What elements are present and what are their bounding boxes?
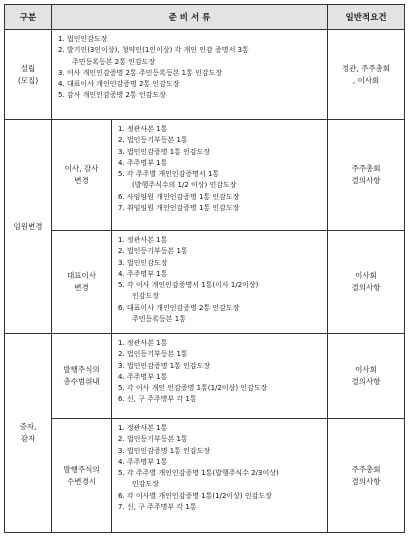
document-item-text: 2. 법인등기부등본 1통: [118, 435, 188, 444]
subcategory-line: 발행주식의: [63, 365, 100, 374]
category-line: (모집): [17, 75, 39, 85]
document-item-text: 3. 법인인감도장: [118, 258, 168, 267]
requirement-cell: [328, 231, 405, 334]
document-item-text: 4. 대표이사 개인인감증명 2통 인감도장: [58, 80, 180, 89]
category-cell: [5, 120, 52, 334]
document-item: [118, 338, 323, 349]
document-item-text: 7. 취임임원 개인인감증명 1통 인감도장: [118, 204, 240, 213]
document-item-text: 5. 각 주주별 개인인감증명서 1통: [118, 170, 220, 179]
subcategory-cell: [52, 334, 112, 419]
table-row: [5, 120, 405, 231]
document-item: [118, 434, 323, 445]
documents-cell: [112, 334, 328, 419]
document-item: [118, 158, 323, 169]
document-list: [118, 124, 323, 214]
document-item-text: 5. 각 이사 개인 인감증명 1통(1/2이상) 인감도장: [118, 384, 268, 393]
document-item: [118, 372, 323, 383]
subcategory-line: 대표이사: [67, 271, 96, 280]
document-item-text: 6. 각 이사별 개인인감증명 1통(1/2이상) 인감도장: [118, 491, 272, 500]
document-list: [58, 34, 323, 102]
requirement-cell: [328, 120, 405, 231]
document-item: [58, 68, 323, 79]
requirement-cell: [328, 419, 405, 533]
document-item: [118, 468, 323, 491]
document-item: [118, 246, 323, 257]
document-item-text: 6. 신, 구 주주명부 각 1통: [118, 395, 197, 404]
document-item: [118, 423, 323, 434]
document-item: [118, 446, 323, 457]
requirement-line: 이사회: [355, 271, 377, 280]
requirement-line: 주주총회: [351, 164, 381, 173]
documents-cell: [112, 231, 328, 334]
category-line: 임원변경: [13, 221, 43, 231]
document-item: [118, 203, 323, 214]
document-item-text: 3. 법인인감증명 1통 인감도장: [118, 147, 211, 156]
requirement-line: 결의사항: [351, 176, 381, 185]
table-row: [5, 419, 405, 533]
document-item-text: 4. 주주명부 1통: [118, 457, 168, 466]
document-item-continuation: 주민등록등본 1통: [132, 315, 187, 324]
header-requirements: 일반적요건: [328, 5, 405, 30]
document-item: [118, 258, 323, 269]
document-item-text: 5. 각 이사 개인인감증명서 1통(이사 1/2이상): [118, 281, 259, 290]
document-item: [118, 169, 323, 192]
subcategory-line: 변경: [74, 176, 89, 185]
requirement-line: 주주총회: [351, 464, 381, 474]
requirement-cell: [328, 30, 405, 120]
document-item: [118, 502, 323, 513]
document-item-continuation: (발행주식수의 1/2 이상) 인감도장: [132, 181, 237, 190]
subcategory-line: 수변경시: [67, 476, 96, 486]
document-item-text: 7. 신, 구 주주명부 각 1통: [118, 503, 197, 512]
document-item-text: 3. 법인인감증명 1통 인감도장: [118, 446, 211, 455]
document-item: [118, 135, 323, 146]
document-item-text: 5. 감사 개인인감증명 2통 인감도장: [58, 91, 166, 100]
document-item-text: 2. 법인등기부등본 1통: [118, 350, 188, 359]
header-row: [5, 5, 405, 30]
document-item-continuation: 인감도장: [132, 292, 160, 301]
document-item: [118, 457, 323, 468]
requirement-line: 결의사항: [351, 283, 381, 292]
document-item-text: 1. 정관사본 1통: [118, 236, 168, 244]
document-item: [58, 45, 323, 68]
document-item: [118, 361, 323, 372]
requirement-line: 이사회: [355, 365, 377, 374]
document-item-text: 4. 주주명부 1통: [118, 158, 168, 167]
documents-cell: [52, 30, 328, 120]
table-row: [5, 30, 405, 120]
document-item-text: 3. 이사 개인인감증명 2통 주민등록등본 1통 인감도장: [58, 68, 223, 77]
subcategory-line: 총수범위내: [63, 377, 100, 386]
table-body: [5, 30, 405, 533]
subcategory-line: 변경: [74, 283, 89, 292]
requirement-cell: [328, 334, 405, 419]
requirement-line: , 이사회: [352, 75, 380, 85]
document-item-text: 1. 정관사본 1통: [118, 339, 168, 347]
document-item: [118, 383, 323, 394]
subcategory-cell: [52, 120, 112, 231]
requirement-line: 결의사항: [351, 476, 381, 486]
subcategory-cell: [52, 231, 112, 334]
category-cell: [5, 334, 52, 533]
document-item-text: 1. 정관사본 1통: [118, 424, 168, 432]
document-item-text: 4. 주주명부 1통: [118, 269, 168, 278]
document-item-text: 4. 주주명부 1통: [118, 372, 168, 381]
documents-cell: [112, 419, 328, 533]
document-item: [118, 192, 323, 203]
document-item: [118, 394, 323, 405]
header-documents: 준 비 서 류: [52, 5, 328, 30]
subcategory-cell: [52, 419, 112, 533]
document-item: [118, 303, 323, 326]
document-item: [118, 124, 323, 135]
document-list: [118, 423, 323, 513]
document-item: [118, 491, 323, 502]
requirement-line: 결의사항: [351, 377, 381, 386]
subcategory-line: 이사, 감사: [64, 164, 99, 173]
document-item-continuation: 주민등록등본 2통 인감도장: [72, 57, 156, 66]
document-item-text: 2. 발기인(3인이상), 청약인(1인이상) 각 개인 인감 증명서 3통: [58, 46, 249, 55]
category-line: 설립: [20, 63, 36, 73]
category-cell: [5, 30, 52, 120]
category-line: 감자: [20, 434, 36, 443]
document-item: [118, 349, 323, 360]
document-list: [118, 235, 323, 325]
requirement-line: 정관, 주주총회: [341, 63, 391, 73]
document-item-text: 2. 법인등기부등본 1통: [118, 247, 188, 256]
document-item: [58, 34, 323, 45]
table-row: [5, 231, 405, 334]
document-item-text: 5. 각 주주별 개인인감증명 1통(발행주식수 2/3이상): [118, 469, 279, 478]
category-line: 증자,: [19, 422, 37, 431]
document-item: [58, 79, 323, 90]
subcategory-line: 발행주식의: [63, 464, 100, 474]
document-item-text: 1. 법인인감도장: [58, 35, 108, 43]
document-item-text: 6. 대표이사 개인인감증명 2통 인감도장: [118, 303, 240, 312]
document-item: [118, 147, 323, 158]
document-item: [118, 235, 323, 246]
document-item-text: 3. 법인인감증명 1통 인감도장: [118, 361, 211, 370]
document-item: [118, 269, 323, 280]
document-list: [118, 338, 323, 406]
documents-cell: [112, 120, 328, 231]
table-row: [5, 334, 405, 419]
document-item-text: 2. 법인등기부등본 1통: [118, 136, 188, 145]
document-item-continuation: 인감도장: [132, 480, 160, 489]
document-item: [118, 280, 323, 303]
requirements-table: [4, 4, 405, 533]
document-item: [58, 90, 323, 101]
document-item-text: 1. 정관사본 1통: [118, 125, 168, 133]
document-item-text: 6. 사임임원 개인인감증명 1통 인감도장: [118, 192, 240, 201]
header-category: 구분: [5, 5, 52, 30]
